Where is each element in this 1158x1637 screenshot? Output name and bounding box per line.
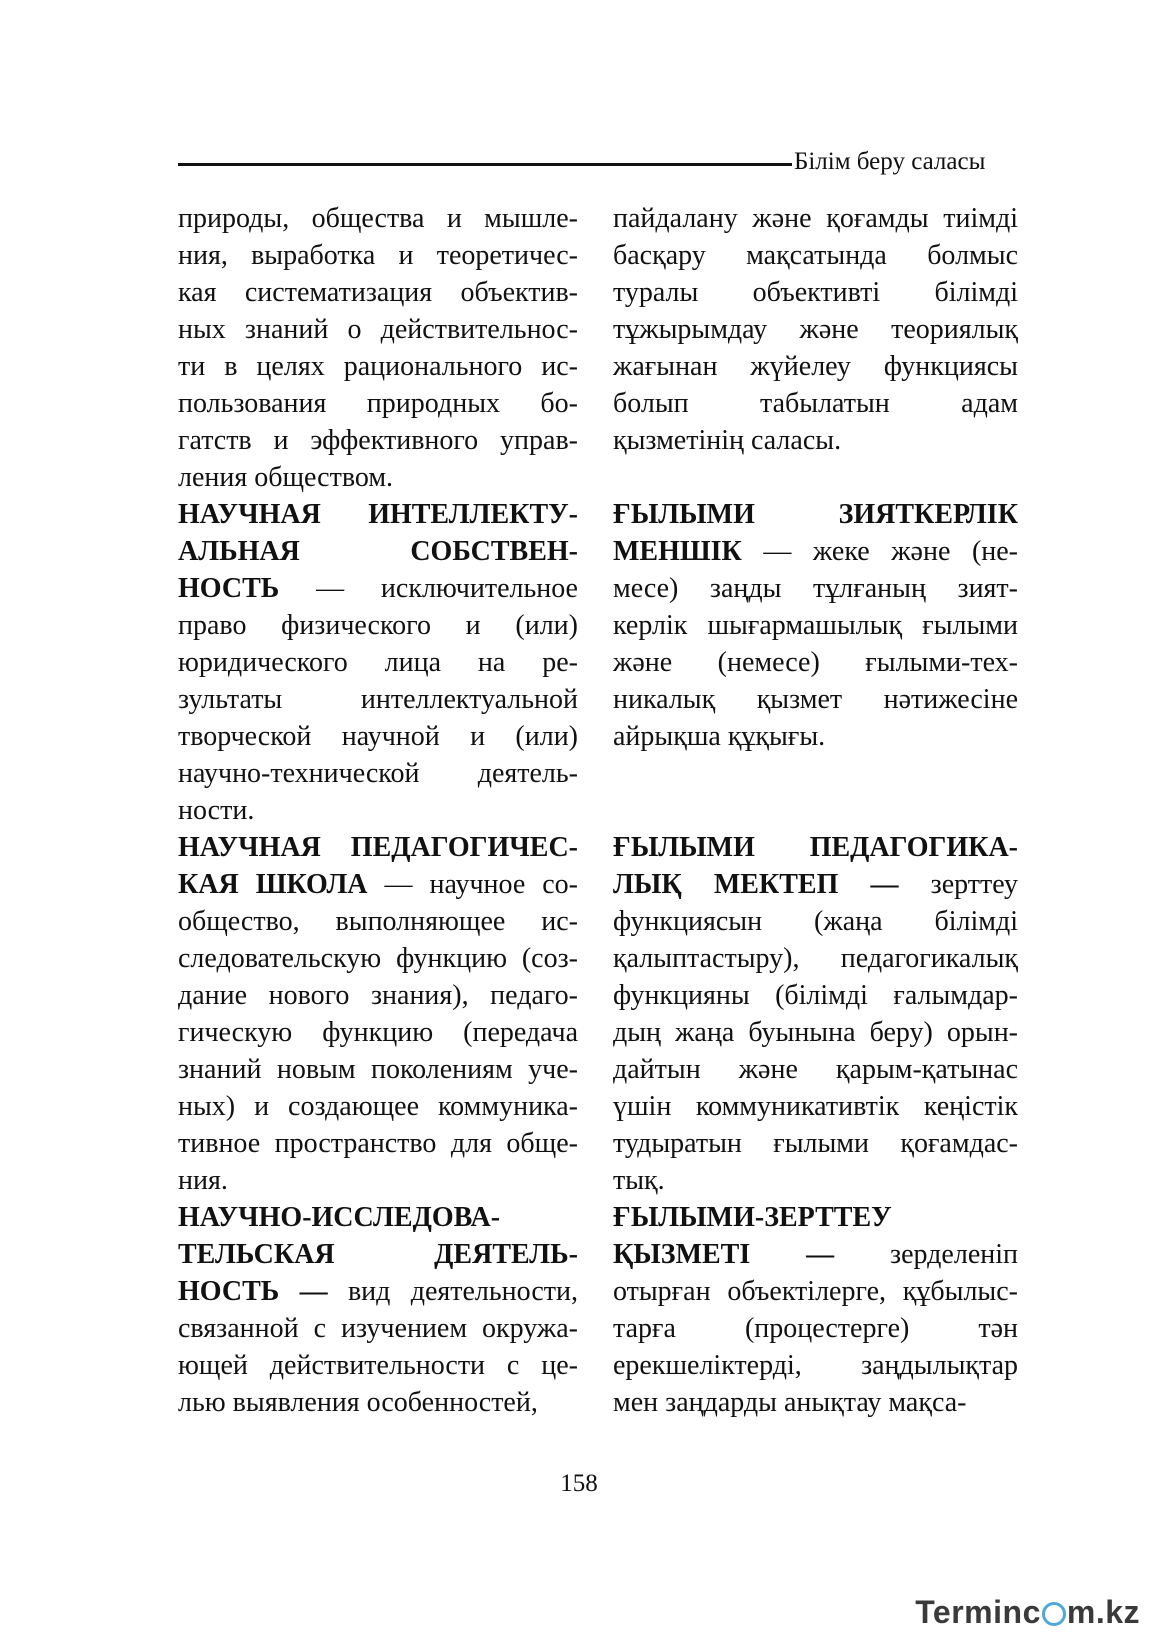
left-block-3 [178,829,578,1199]
definition-text: знаний новым поколениям уче- [178,1054,578,1085]
definition-text: және (немесе) ғылыми-тех- [613,647,1018,678]
definition-text: — исключительное [279,573,578,604]
text-line [178,977,578,1014]
text-line [178,1347,578,1384]
definition-text: общество, выполняющее ис- [178,906,578,937]
definition-text: гическую функцию (передача [178,1017,578,1048]
watermark-text-end: m.kz [1066,1594,1140,1630]
text-line [613,718,1018,755]
term-heading: ҒЫЛЫМИ ЗИЯТКЕРЛІК [613,499,1018,530]
definition-text: никалық қызмет нәтижесіне [613,684,1018,715]
definition-text: следовательскую функцию (соз- [178,943,578,974]
definition-text: мен заңдарды анықтау мақса- [613,1387,967,1418]
term-heading: НАУЧНАЯ ИНТЕЛЛЕКТУ- [178,499,578,530]
text-line [613,1199,1018,1236]
right-block-4 [613,1199,1018,1421]
text-line [613,829,1018,866]
magnifier-icon [1042,1602,1066,1626]
text-line: кая систематизация объектив- [178,277,578,308]
text-line [613,1088,1018,1125]
definition-text: научно-технической деятель- [178,758,578,789]
right-block-2 [613,496,1018,755]
definition-text: зультаты интеллектуальной [178,684,578,715]
definition-text: дайтын және қарым-қатынас [613,1054,1018,1085]
right-block-3 [613,829,1018,1199]
text-line [178,1384,578,1421]
definition-text: айрықша құқығы. [613,721,826,752]
header-rule [178,163,792,166]
definition-text: ных) и создающее коммуника- [178,1091,578,1122]
text-line [178,1199,578,1236]
site-watermark [915,1594,1140,1631]
term-heading: ҒЫЛЫМИ-ЗЕРТТЕУ [613,1202,892,1233]
text-line [613,496,1018,533]
text-line [613,607,1018,644]
term-heading: МЕНШІК [613,536,742,567]
text-line: болып табылатын адам [613,388,1018,419]
definition-text: дание нового знания), педаго- [178,980,578,1011]
text-line: пользования природных бо- [178,388,578,419]
term-heading: АЛЬНАЯ СОБСТВЕН- [178,536,578,567]
text-line [178,570,578,607]
definition-text: ерекшеліктерді, заңдылықтар [613,1350,1018,1381]
text-line [613,903,1018,940]
definition-text: функциясын (жаңа білімді [613,906,1018,937]
text-line [613,1162,1018,1199]
text-line [613,533,1018,570]
text-line [613,1236,1018,1273]
term-heading: КАЯ ШКОЛА [178,869,368,900]
text-line: ти в целях рационального ис- [178,351,578,382]
definition-text: вид деятельности, [327,1276,578,1307]
text-line [178,718,578,755]
text-line [178,607,578,644]
text-line: басқару мақсатында болмыс [613,240,1018,271]
definition-text: — научное со- [367,869,578,900]
definition-text: тивное пространство для обще- [178,1128,578,1159]
definition-text: тарға (процестерге) тән [613,1313,1018,1344]
text-line [613,940,1018,977]
text-line [613,1384,1018,1421]
watermark-text-start: Terminc [915,1594,1041,1630]
text-line: ных знаний о действительнос- [178,314,578,345]
text-line [178,1236,578,1273]
text-line [178,1162,578,1199]
term-heading: ЛЫҚ МЕКТЕП — [613,869,899,900]
text-line [178,533,578,570]
term-heading: НАУЧНО-ИССЛЕДОВА- [178,1202,501,1233]
text-line [178,644,578,681]
text-line: тұжырымдау және теориялық [613,314,1018,345]
text-line: жағынан жүйелеу функциясы [613,351,1018,382]
text-line [178,1088,578,1125]
text-line [613,1310,1018,1347]
text-line [178,1051,578,1088]
definition-text: ющей действительности с це- [178,1350,578,1381]
definition-text: қалыптастыру), педагогикалық [613,943,1018,974]
text-line [613,644,1018,681]
term-heading: НОСТЬ [178,573,280,604]
text-line: гатств и эффективного управ- [178,425,578,456]
text-line [613,1347,1018,1384]
text-line: ния, выработка и теоретичес- [178,240,578,271]
definition-text: творческой научной и (или) [178,721,578,752]
text-line [178,940,578,977]
text-line: қызметінің саласы. [613,425,842,456]
right-block-1 [613,200,1018,459]
text-line [613,1125,1018,1162]
definition-text: право физического и (или) [178,610,578,641]
definition-text: лью выявления особенностей, [178,1387,538,1418]
left-block-1 [178,200,578,496]
definition-text: дың жаңа буынына беру) орын- [613,1017,1018,1048]
definition-text: связанной с изучением окружа- [178,1313,578,1344]
text-line: туралы объективті білімді [613,277,1018,308]
text-line: пайдалану және қоғамды тиімді [613,203,1018,234]
text-line [613,1051,1018,1088]
definition-text: отырған объектілерге, құбылыс- [613,1276,1018,1307]
text-line [178,829,578,866]
term-heading: НОСТЬ — [178,1276,328,1307]
left-block-4 [178,1199,578,1421]
left-block-2 [178,496,578,829]
definition-text: үшін коммуникативтік кеңістік [613,1091,1018,1122]
text-line: ления обществом. [178,462,394,493]
text-line [613,866,1018,903]
definition-text: месе) заңды тұлғаның зият- [613,573,1018,604]
text-line [178,903,578,940]
text-line [178,792,578,829]
definition-text: — жеке және (не- [741,536,1018,567]
text-line [613,1014,1018,1051]
text-line [613,1273,1018,1310]
definition-text: зерттеу [898,869,1018,900]
definition-text: зерделеніп [834,1239,1018,1270]
text-line [178,681,578,718]
definition-text: ности. [178,795,255,826]
definition-text: тудыратын ғылыми қоғамдас- [613,1128,1018,1159]
text-line [613,681,1018,718]
definition-text: керлік шығармашылық ғылыми [613,610,1018,641]
term-heading: ҒЫЛЫМИ ПЕДАГОГИКА- [613,832,1018,863]
running-header: Білім беру саласы [794,148,986,175]
definition-text: тық. [613,1165,665,1196]
text-line [178,496,578,533]
definition-text: функцияны (білімді ғалымдар- [613,980,1018,1011]
term-heading: ТЕЛЬСКАЯ ДЕЯТЕЛЬ- [178,1239,578,1270]
text-line [178,755,578,792]
term-heading: ҚЫЗМЕТІ — [613,1239,835,1270]
text-line [178,1273,578,1310]
text-line [613,570,1018,607]
term-heading: НАУЧНАЯ ПЕДАГОГИЧЕС- [178,832,578,863]
text-line [178,866,578,903]
definition-text: ния. [178,1165,228,1196]
definition-text: юридического лица на ре- [178,647,578,678]
text-line: природы, общества и мышле- [178,203,578,234]
page-number: 158 [560,1470,598,1497]
text-line [613,977,1018,1014]
text-line [178,1125,578,1162]
text-line [178,1310,578,1347]
text-line [178,1014,578,1051]
